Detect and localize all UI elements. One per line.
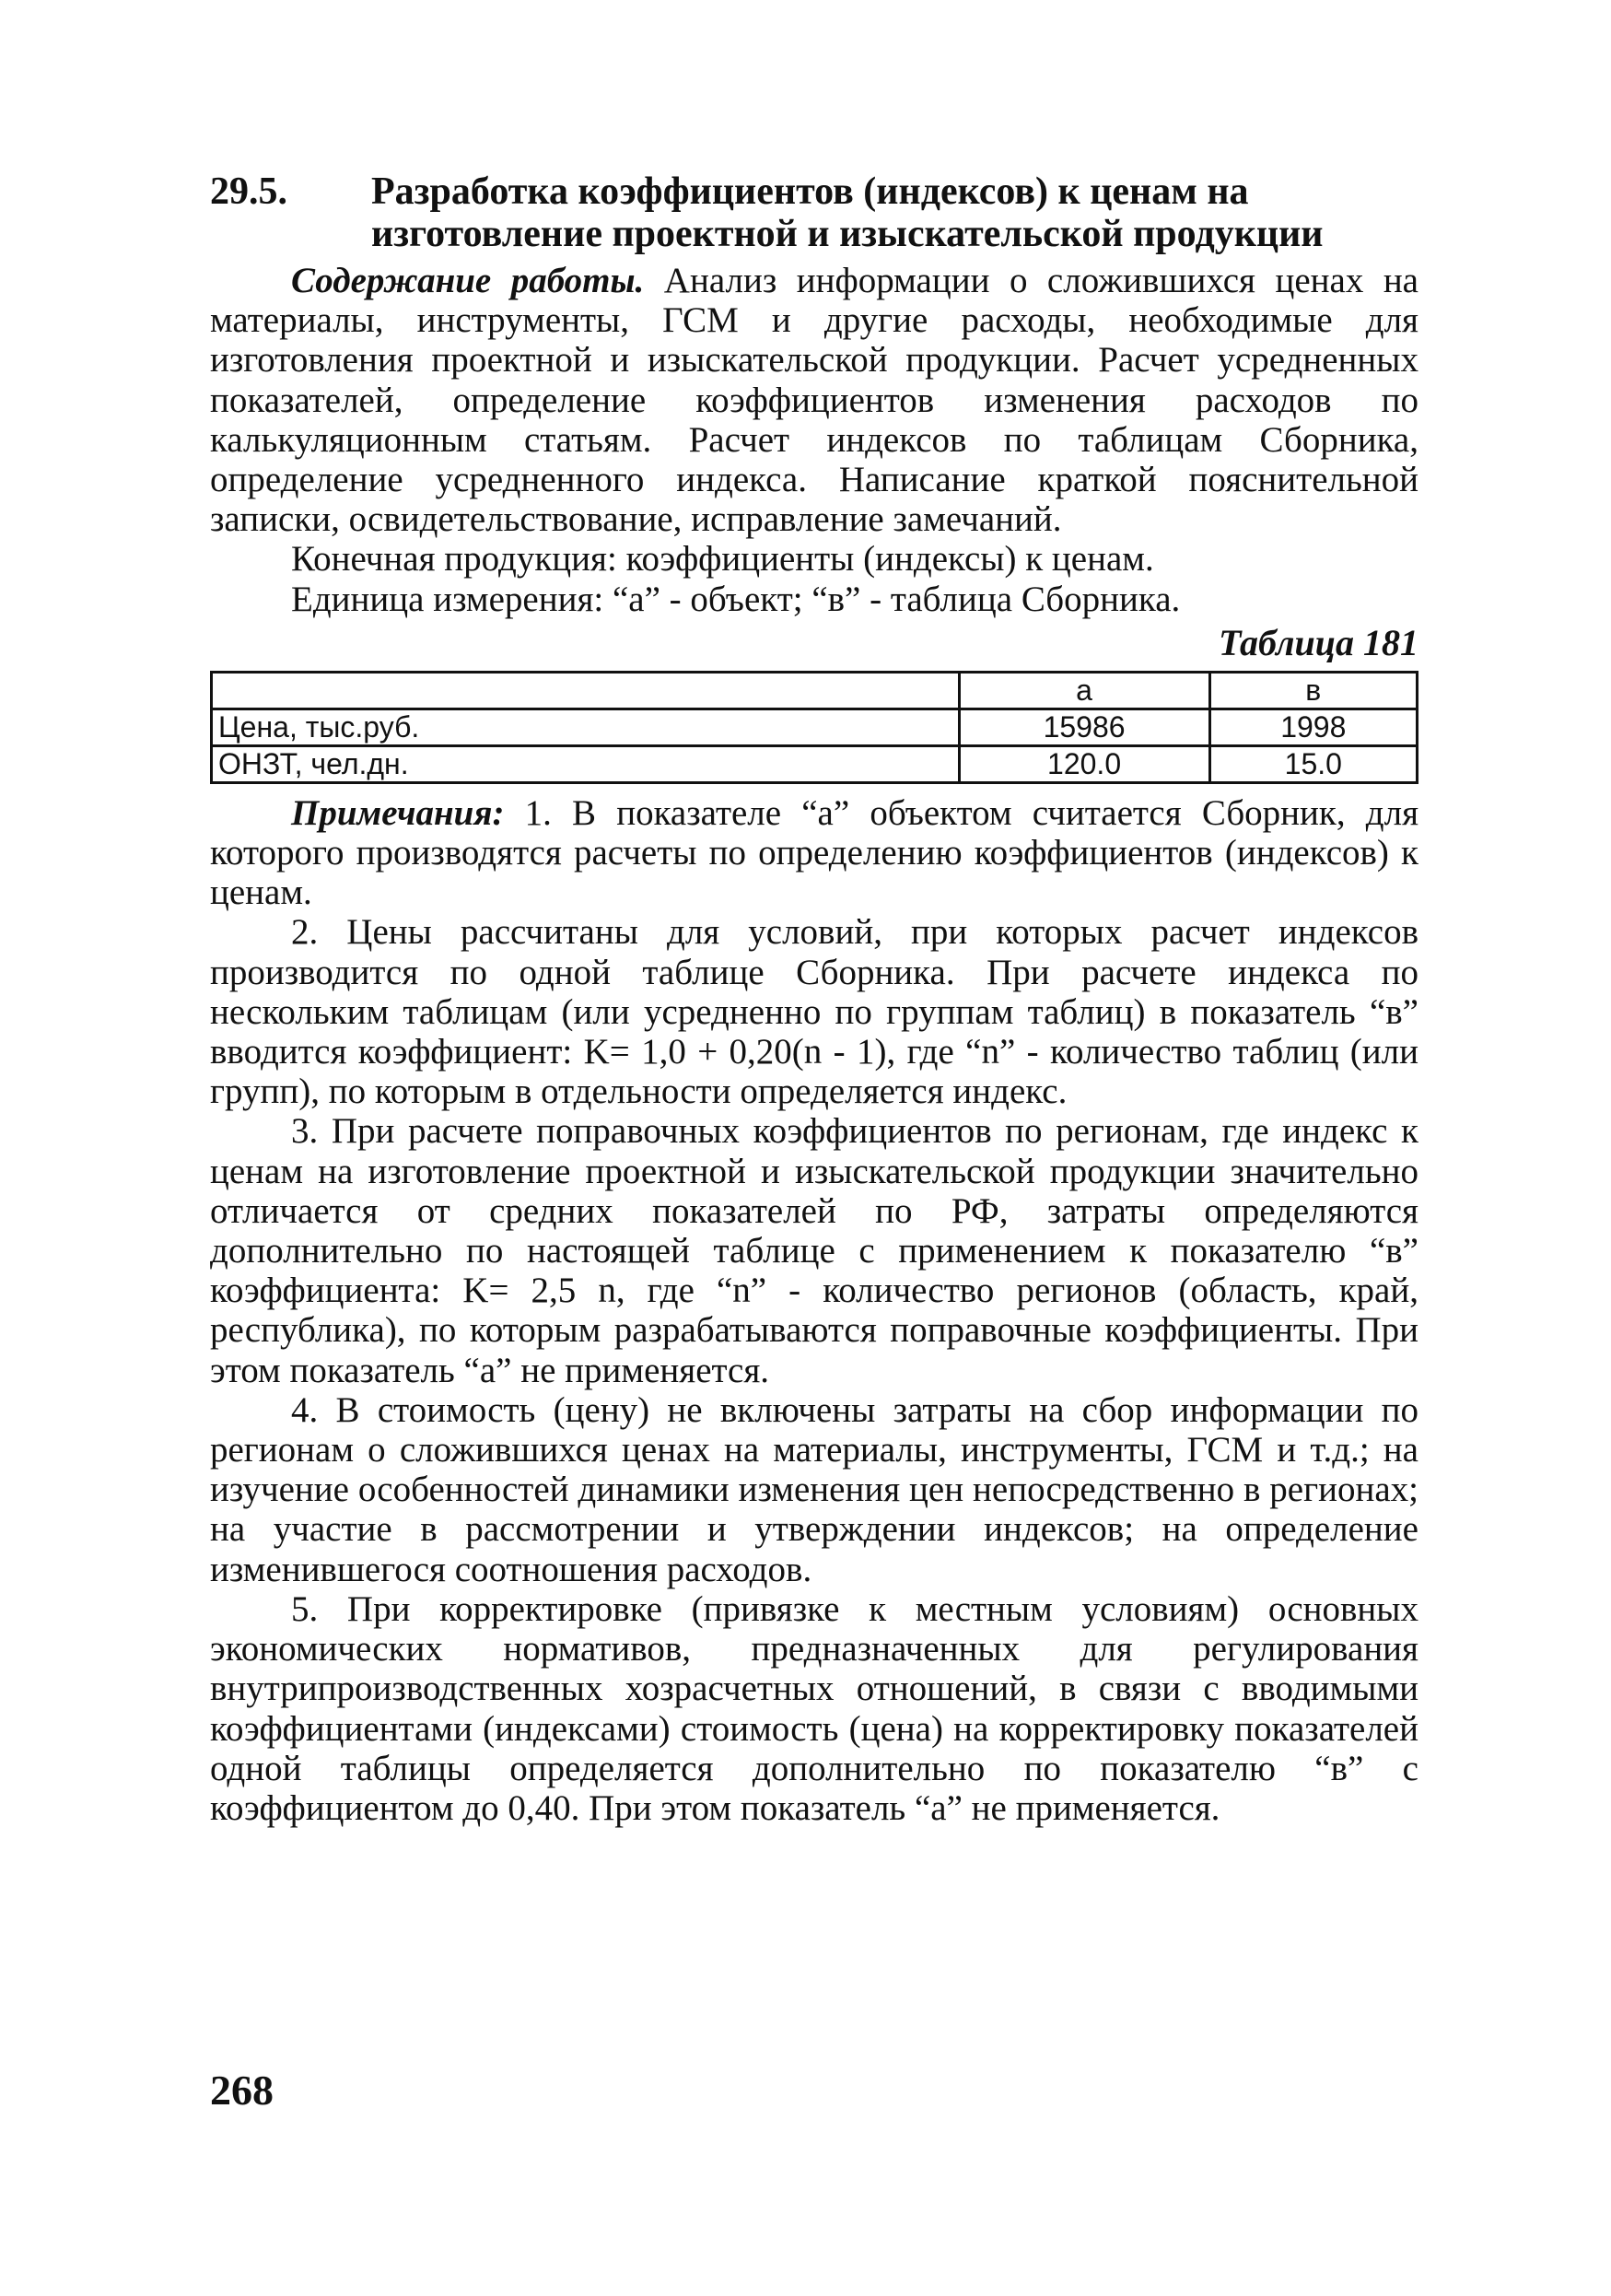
row-label: Цена, тыс.руб. <box>212 709 960 745</box>
row-value-b: 15.0 <box>1209 745 1417 782</box>
table-header-cell: в <box>1209 672 1417 709</box>
note-4: 4. В стоимость (цену) не включены затраты на сбор информации по регионам о сложившихся ценах на материалы, инструменты, ГСМ и т.д.; на изучение особенностей динамики изменения цен непосредственно в регионах; на участие в рассмотрении и утверждении индексов; на определение изменившегося соотношения расходов. <box>210 1389 1418 1589</box>
table-row <box>212 745 1418 782</box>
table-caption: Таблица 181 <box>1219 621 1418 663</box>
note-5: 5. При корректировке (привязке к местным условиям) основных экономических нормативов, предназначенных для регулирования внутрипроизводственных хозрасчетных отношений, в связи с вводимыми коэффициентами (индексами) стоимость (цена) на корректировку показателей одной таблицы определяется дополнительно по показателю “в” с коэффициентом до 0,40. При этом показатель “а” не применяется. <box>210 1588 1418 1828</box>
price-table <box>210 671 1418 784</box>
row-value-a: 15986 <box>959 709 1209 745</box>
unit-of-measure: Единица измерения: “а” - объект; “в” - таблица Сборника. <box>291 579 1181 619</box>
row-value-b: 1998 <box>1209 709 1417 745</box>
row-value-a: 120.0 <box>959 745 1209 782</box>
notes-label: Примечания: <box>291 792 505 833</box>
row-label: ОНЗТ, чел.дн. <box>212 745 960 782</box>
note-1-paragraph <box>210 793 1418 913</box>
table-header-row <box>212 672 1418 709</box>
work-content-text: Анализ информации о сложившихся ценах на материалы, инструменты, ГСМ и другие расходы, необходимые для изготовления проектной и изыскательской продукции. Расчет усредненных показателей, определение коэффициентов изменения расходов по калькуляционным статьям. Расчет индексов по таблицам Сборника, определение усредненного индекса. Написание краткой пояснительной записки, освидетельствование, исправление замечаний. <box>210 261 1418 540</box>
notes <box>210 793 1418 1828</box>
page-number: 268 <box>210 2067 274 2114</box>
work-content-label: Содержание работы. <box>291 261 645 300</box>
section-number: 29.5. <box>210 170 287 213</box>
page <box>210 170 1418 1828</box>
note-1: 1. В показателе “а” объектом считается Сборник, для которого производятся расчеты по определению коэффициентов (индексов) к ценам. <box>210 792 1419 913</box>
table-row <box>212 709 1418 745</box>
work-content-paragraph <box>210 261 1418 539</box>
note-2: 2. Цены рассчитаны для условий, при которых расчет индексов производится по одной таблице Сборника. При расчете индекса по нескольким таблицам (или усредненно по группам таблиц) в показатель “в” вводится коэффициент: K= 1,0 + 0,20(n - 1), где “n” - количество таблиц (или групп), по которым в отдельности определяется индекс. <box>210 912 1418 1112</box>
table-header-cell <box>212 672 960 709</box>
final-product: Конечная продукция: коэффициенты (индексы) к ценам. <box>291 539 1154 580</box>
table-header-cell: а <box>959 672 1209 709</box>
section-heading <box>210 170 1418 255</box>
note-3: 3. При расчете поправочных коэффициентов по регионам, где индекс к ценам на изготовление проектной и изыскательской продукции значительно отличается от средних показателей по РФ, затраты определяются дополнительно по настоящей таблице с применением к показателю “в” коэффициента: K= 2,5 n, где “n” - количество регионов (область, край, республика), по которым разрабатываются поправочные коэффициенты. При этом показатель “а” не применяется. <box>210 1111 1418 1390</box>
section-title: Разработка коэффициентов (индексов) к ценам на изготовление проектной и изыскательской продукции <box>371 170 1324 255</box>
